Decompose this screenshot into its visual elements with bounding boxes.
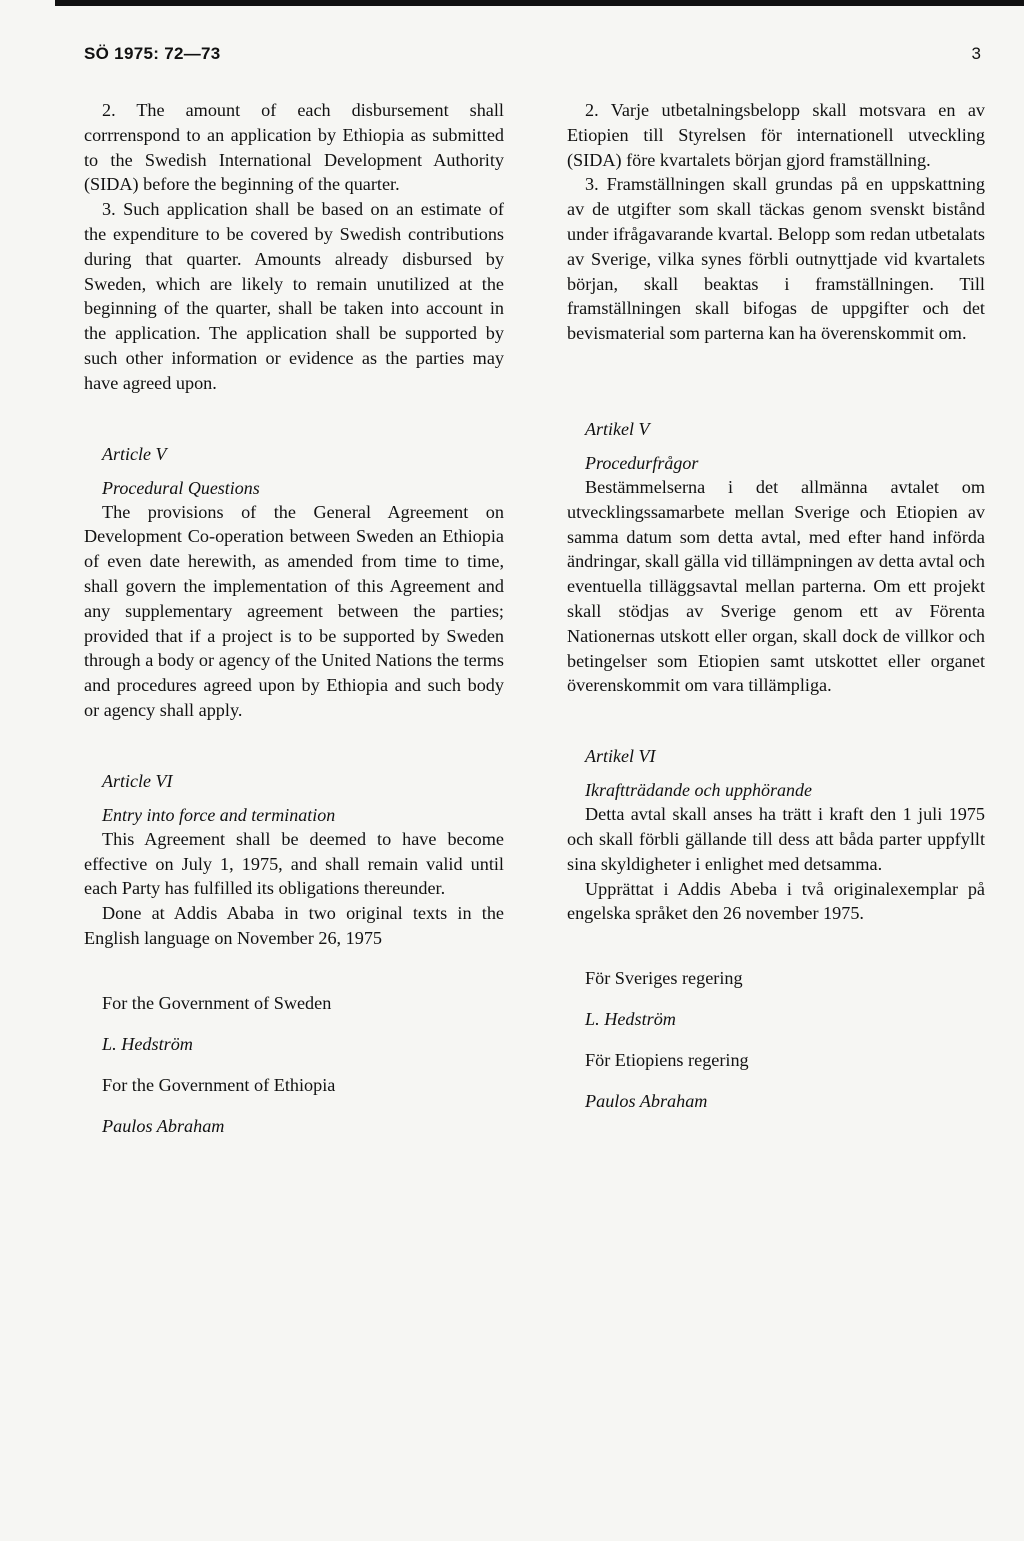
swedish-article-5-title: Artikel V [585,418,650,439]
swedish-article-5-text: Bestämmelserna i det allmänna avtalet om utvecklingssamarbete mellan Sverige och Etiopien av samma datum som detta avtal, med efter hand införda ändringar, skall gälla vid tillämpningen av detta avtal och eventuella tilläggsavtal mellan parterna. Om ett projekt skall stödjas av Sverige genom ett av Förenta Nationernas utskott eller organ, skall dock de villkor och betingelser som Etiopien samt utskottet eller organet överenskommit om vara tillämpliga. [567,476,985,696]
swedish-signature-sweden-line: För Sveriges regering [585,968,743,989]
swedish-column [567,98,985,1113]
english-signature-sweden-name: L. Hedström [102,1033,193,1054]
english-signature-ethiopia-name: Paulos Abraham [102,1115,225,1136]
english-article-6-text: This Agreement shall be deemed to have become effective on July 1, 1975, and shall remain valid until each Party has fulfilled its obligations thereunder. [84,828,504,899]
english-done-at: Done at Addis Ababa in two original texts in the English language on November 26, 1975 [84,903,504,948]
swedish-article-6-subtitle: Ikraftträdande och upphörande [585,780,812,801]
page-number: 3 [971,44,981,63]
swedish-signature-ethiopia-name: Paulos Abraham [585,1091,708,1112]
top-rule [55,0,1024,6]
swedish-signature-ethiopia-line: För Etiopiens regering [585,1050,749,1071]
swedish-article-6-text: Detta avtal skall anses ha trätt i kraft den 1 juli 1975 och skall förbli gällande till dess att båda parter uppfyllt sina skyldigheter i enlighet med detsamma. [567,804,985,874]
document-reference: SÖ 1975: 72—73 [84,44,221,63]
english-article-6-title: Article VI [102,770,173,791]
english-article-5-subtitle: Procedural Questions [102,477,260,498]
swedish-done-at: Upprättat i Addis Abeba i två originalexemplar på engelska språket den 26 november 1975. [567,878,985,924]
swedish-paragraph-2: 2. Varje utbetalningsbelopp skall motsvara en av Etiopien till Styrelsen för internationell utveckling (SIDA) före kvartalets början gjord framställning. [567,100,985,170]
english-column [84,98,504,1138]
swedish-article-6-title: Artikel VI [585,746,656,767]
english-article-5-title: Article V [102,443,167,464]
english-paragraph-2: 2. The amount of each disbursement shall corrrenspond to an application by Ethiopia as submitted to the Swedish International Development Authority (SIDA) before the beginning of the quarter. [84,100,504,195]
english-article-5-text: The provisions of the General Agreement on Development Co-operation between Sweden an Ethiopia of even date herewith, as amended from time to time, shall govern the implementation of this Agreement and any supplementary agreement between the parties; provided that if a project is to be supported by Sweden through a body or agency of the United Nations the terms and procedures agreed upon by Ethiopia and such body or agency shall apply. [84,501,504,720]
english-signature-sweden-line: For the Government of Sweden [102,992,332,1013]
english-signature-ethiopia-line: For the Government of Ethiopia [102,1074,336,1095]
swedish-paragraph-3: 3. Framställningen skall grundas på en uppskattning av de utgifter som skall täckas genom svenskt bistånd under ifrågavarande kvartal. Belopp som redan utbetalats av Sverige, vilka synes förbli outnyttjade vid kvartalets början, skall beaktas i framställningen. Till framställningen skall bifogas de uppgifter och det bevismaterial som parterna kan ha överenskommit om. [567,174,985,344]
english-article-6-subtitle: Entry into force and termination [102,804,336,825]
swedish-article-5-subtitle: Procedurfrågor [585,452,699,473]
swedish-signature-sweden-name: L. Hedström [585,1009,676,1030]
english-paragraph-3: 3. Such application shall be based on an estimate of the expenditure to be covered by Swedish contributions during that quarter. Amounts already disbursed by Sweden, which are likely to remain unutilized at the beginning of the quarter, shall be taken into account in the application. The application shall be supported by such other information or evidence as the parties may have agreed upon. [84,199,504,393]
